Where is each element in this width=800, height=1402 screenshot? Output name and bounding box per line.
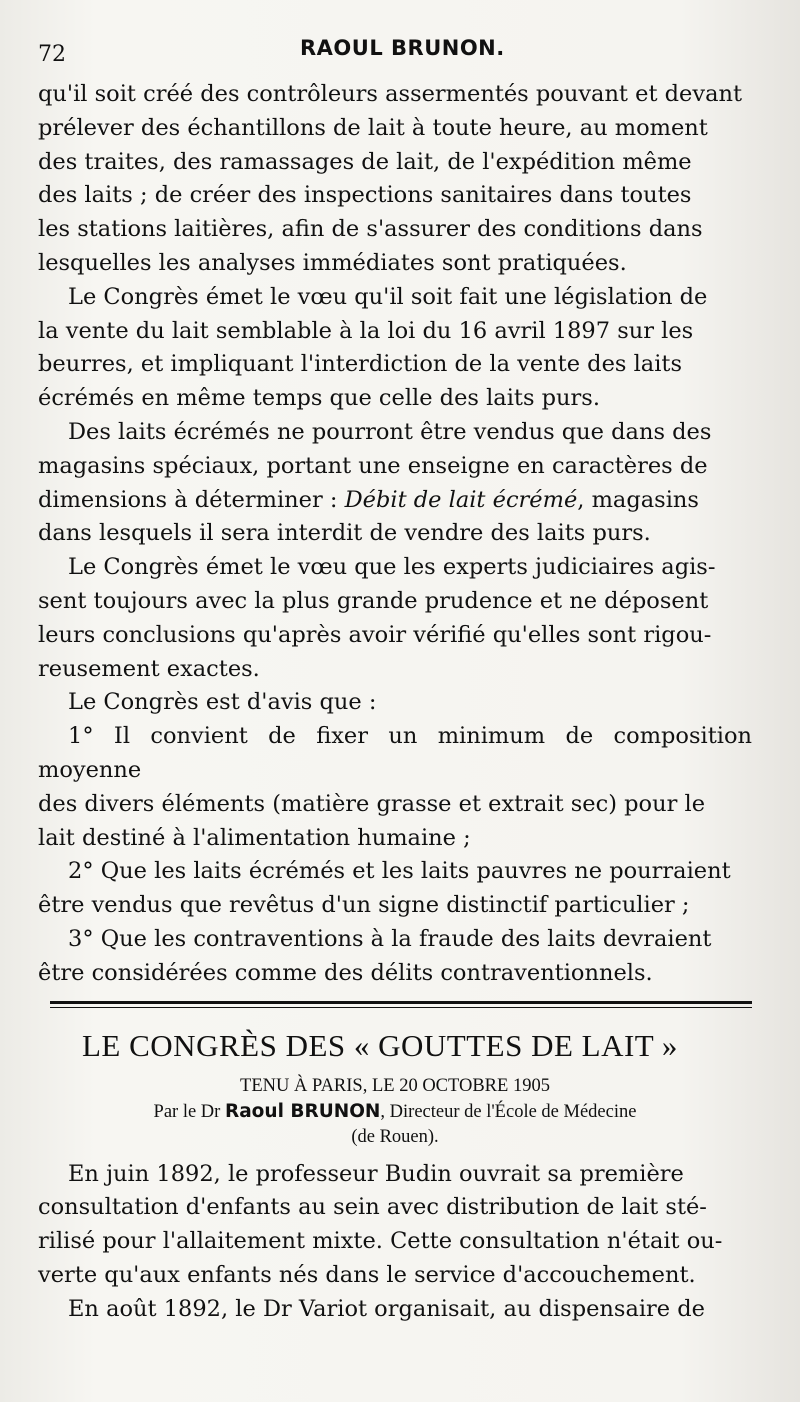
- paragraph: [38, 1158, 752, 1293]
- text-line: 3° Que les contraventions à la fraude des laits devraient: [68, 925, 712, 952]
- text-line: consultation d'enfants au sein avec distribution de lait sté-: [38, 1194, 707, 1221]
- text-line: Le Congrès émet le vœu que les experts judiciaires agis-: [68, 554, 716, 581]
- text-line: les stations laitières, afin de s'assurer des conditions dans: [38, 216, 703, 243]
- text-line: prélever des échantillons de lait à toute heure, au moment: [38, 114, 708, 141]
- body-text: [38, 78, 752, 991]
- section-body: [38, 1158, 752, 1327]
- text-line: Des laits écrémés ne pourront être vendus que dans des: [68, 418, 712, 445]
- author-prefix: Par le Dr: [153, 1101, 225, 1122]
- text-line: des divers éléments (matière grasse et extrait sec) pour le: [38, 790, 706, 817]
- text-line: être considérées comme des délits contraventionnels.: [38, 959, 653, 986]
- held-line: TENU À PARIS, LE 20 OCTOBRE 1905: [240, 1075, 550, 1096]
- text-line: reusement exactes.: [38, 655, 260, 682]
- author-name: Raoul BRUNON: [224, 1100, 381, 1122]
- paragraph: [38, 416, 752, 551]
- text-line: [38, 484, 752, 518]
- text-line: écrémés en même temps que celle des laits purs.: [38, 385, 600, 412]
- text-line: lesquelles les analyses immédiates sont pratiquées.: [38, 249, 627, 276]
- text-line: des laits ; de créer des inspections sanitaires dans toutes: [38, 182, 692, 209]
- place-line: (de Rouen).: [351, 1126, 439, 1147]
- list-item: [38, 720, 752, 855]
- paragraph: [38, 281, 752, 416]
- text-line: rilisé pour l'allaitement mixte. Cette consultation n'était ou-: [38, 1228, 723, 1255]
- section-divider: [38, 1001, 752, 1008]
- text-line: En août 1892, le Dr Variot organisait, au dispensaire de: [68, 1295, 705, 1322]
- section-subtitle: [38, 1074, 752, 1150]
- text-line: leurs conclusions qu'après avoir vérifié qu'elles sont rigou-: [38, 621, 712, 648]
- text-line: être vendus que revêtus d'un signe distinctif particulier ;: [38, 892, 690, 919]
- text-line: qu'il soit créé des contrôleurs assermentés pouvant et devant: [38, 81, 743, 107]
- text-line: verte qu'aux enfants nés dans le service d'accouchement.: [38, 1261, 696, 1288]
- text-fragment: dimensions à déterminer :: [38, 486, 345, 513]
- text-line: des traites, des ramassages de lait, de l'expédition même: [38, 148, 692, 175]
- text-line: lait destiné à l'alimentation humaine ;: [38, 824, 471, 851]
- text-line: sent toujours avec la plus grande prudence et ne déposent: [38, 587, 709, 614]
- page-header: [38, 30, 752, 78]
- shop-sign-text: Débit de lait écrémé: [344, 486, 578, 513]
- text-line: dans lesquels il sera interdit de vendre des laits purs.: [38, 520, 651, 547]
- divider-thin: [50, 1007, 752, 1008]
- section-title: LE CONGRÈS DES « GOUTTES DE LAIT »: [82, 1027, 678, 1063]
- paragraph: [38, 686, 752, 720]
- divider-thick: [50, 1001, 752, 1004]
- paragraph: [38, 1293, 752, 1327]
- text-line: la vente du lait semblable à la loi du 16 avril 1897 sur les: [38, 317, 694, 344]
- paragraph: [38, 78, 752, 281]
- text-line: magasins spéciaux, portant une enseigne en caractères de: [38, 452, 708, 479]
- text-line: beurres, et impliquant l'interdiction de la vente des laits: [38, 351, 682, 378]
- text-line: 1° Il convient de fixer un minimum de composition moyenne: [38, 723, 752, 783]
- list-item: [38, 923, 752, 991]
- paragraph: [38, 551, 752, 686]
- text-line: En juin 1892, le professeur Budin ouvrait sa première: [68, 1160, 684, 1187]
- author-suffix: , Directeur de l'École de Médecine: [380, 1101, 637, 1122]
- running-head: RAOUL BRUNON.: [300, 36, 505, 60]
- author-line: [38, 1099, 752, 1125]
- text-line: 2° Que les laits écrémés et les laits pauvres ne pourraient: [68, 858, 731, 885]
- text-line: Le Congrès émet le vœu qu'il soit fait une législation de: [68, 283, 708, 310]
- text-line: Le Congrès est d'avis que :: [68, 689, 377, 716]
- list-item: [38, 855, 752, 923]
- page-number: 72: [38, 42, 66, 67]
- text-fragment: , magasins: [577, 486, 699, 513]
